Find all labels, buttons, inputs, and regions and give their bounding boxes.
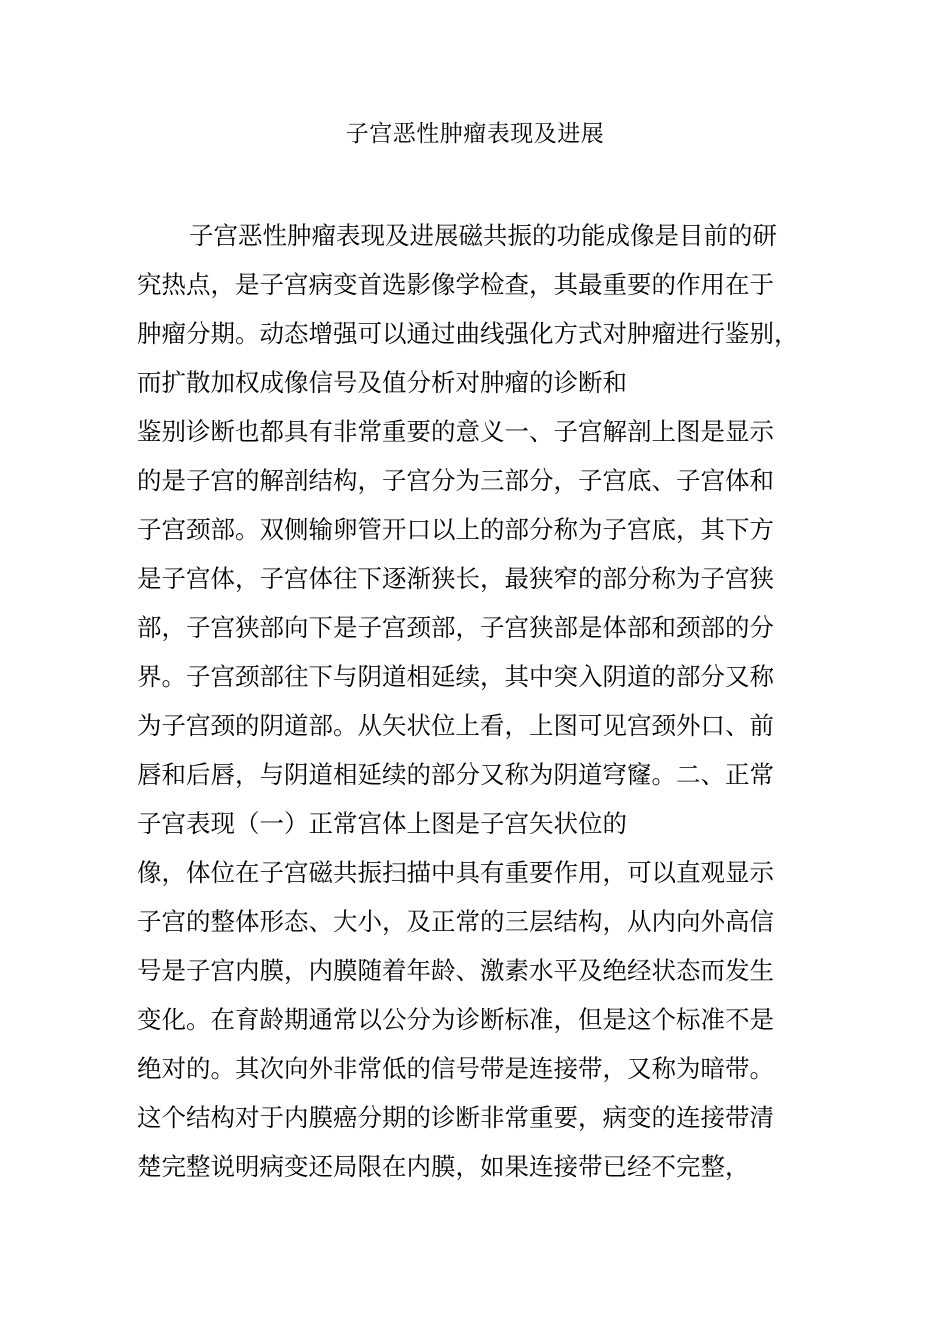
body-line: 而扩散加权成像信号及值分析对肿瘤的诊断和 xyxy=(137,368,627,397)
body-line: 号是子宫内膜，内膜随着年龄、激素水平及绝经状态而发生 xyxy=(137,956,774,985)
body-line: 这个结构对于内膜癌分期的诊断非常重要，病变的连接带清 xyxy=(137,1103,774,1132)
body-line: 鉴别诊断也都具有非常重要的意义一、子宫解剖上图是显示 xyxy=(137,417,774,446)
body-line: 绝对的。其次向外非常低的信号带是连接带，又称为暗带。 xyxy=(137,1054,774,1083)
body-line: 的是子宫的解剖结构，子宫分为三部分，子宫底、子宫体和 xyxy=(137,466,774,495)
body-line: 楚完整说明病变还局限在内膜，如果连接带已经不完整， xyxy=(137,1152,750,1181)
body-line: 界。子宫颈部往下与阴道相延续，其中突入阴道的部分又称 xyxy=(137,662,774,691)
body-line: 子宫的整体形态、大小，及正常的三层结构，从内向外高信 xyxy=(137,907,774,936)
body-line: 子宫颈部。双侧输卵管开口以上的部分称为子宫底，其下方 xyxy=(137,515,774,544)
body-line: 为子宫颈的阴道部。从矢状位上看，上图可见宫颈外口、前 xyxy=(137,711,774,740)
body-line: 子宫恶性肿瘤表现及进展磁共振的功能成像是目前的研 xyxy=(189,221,777,250)
body-line: 是子宫体，子宫体往下逐渐狭长，最狭窄的部分称为子宫狭 xyxy=(137,564,774,593)
body-line: 子宫表现（一）正常宫体上图是子宫矢状位的 xyxy=(137,809,627,838)
body-line: 变化。在育龄期通常以公分为诊断标准，但是这个标准不是 xyxy=(137,1005,774,1034)
body-line: 唇和后唇，与阴道相延续的部分又称为阴道穹窿。二、正常 xyxy=(137,760,774,789)
body-line: 部，子宫狭部向下是子宫颈部，子宫狭部是体部和颈部的分 xyxy=(137,613,774,642)
document-body xyxy=(137,211,827,1191)
body-line: 究热点，是子宫病变首选影像学检查，其最重要的作用在于 xyxy=(137,270,774,299)
body-line: 像，体位在子宫磁共振扫描中具有重要作用，可以直观显示 xyxy=(137,858,774,887)
body-line: 肿瘤分期。动态增强可以通过曲线强化方式对肿瘤进行鉴别， xyxy=(137,319,799,348)
document-title: 子宫恶性肿瘤表现及进展 xyxy=(345,121,605,147)
